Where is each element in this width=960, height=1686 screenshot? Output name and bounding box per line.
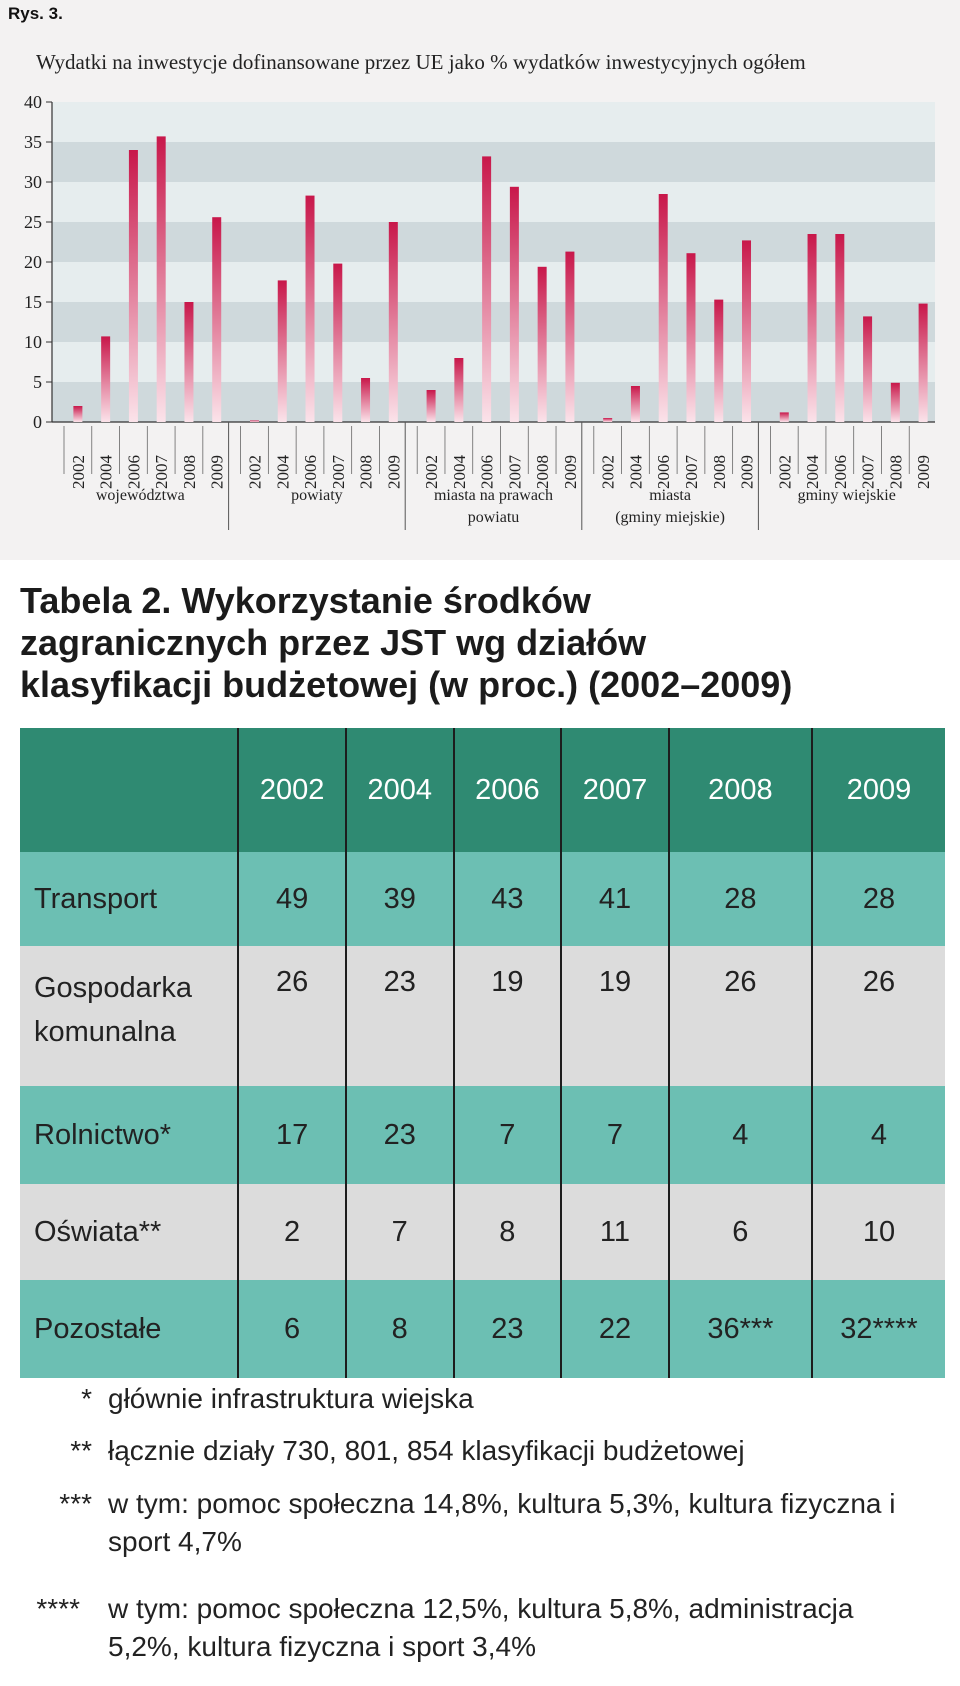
table-cell: 41: [561, 852, 669, 946]
bar: [919, 304, 928, 422]
year-label: 2008: [886, 455, 906, 489]
table-cell: 19: [454, 946, 562, 1086]
year-label: 2007: [505, 455, 525, 489]
y-tick-label: 15: [24, 292, 42, 312]
bar: [129, 150, 138, 422]
year-label: 2006: [654, 455, 674, 489]
y-tick-label: 20: [24, 252, 42, 272]
table-cell: 28: [669, 852, 812, 946]
footnote: [0, 1485, 940, 1565]
table-cell: 23: [346, 1086, 454, 1184]
header-cell: [20, 728, 238, 852]
header-cell: 2008: [669, 728, 812, 852]
year-label: 2004: [803, 455, 823, 489]
year-label: 2004: [273, 455, 293, 489]
y-tick-label: 25: [24, 212, 42, 232]
bar: [212, 217, 221, 422]
group-label: województwa: [95, 487, 185, 504]
year-label: 2006: [830, 455, 850, 489]
footnote-text: w tym: pomoc społeczna 12,5%, kultura 5,8%, administracja 5,2%, kultura fizyczna i sport 3,4%: [108, 1593, 854, 1662]
figure-rys-3: [0, 0, 960, 560]
header-cell: 2007: [561, 728, 669, 852]
table-cell: 6: [238, 1280, 346, 1378]
footnote: [0, 1432, 940, 1472]
table-cell: 19: [561, 946, 669, 1086]
grid-band: [52, 222, 935, 262]
bar: [686, 253, 695, 422]
table-cell: 49: [238, 852, 346, 946]
bar: [603, 418, 612, 422]
group-label: miasta na prawach: [433, 487, 554, 504]
bar: [306, 196, 315, 422]
bar: [454, 358, 463, 422]
data-table: [20, 728, 945, 1378]
bar: [278, 280, 287, 422]
bar: [184, 302, 193, 422]
bar: [73, 406, 82, 422]
table-cell: 11: [561, 1184, 669, 1280]
year-label: 2009: [560, 455, 580, 489]
year-label: 2009: [207, 455, 227, 489]
table-cell: 26: [669, 946, 812, 1086]
bar: [714, 300, 723, 422]
bar: [361, 378, 370, 422]
year-label: 2007: [858, 455, 878, 489]
year-label: 2008: [179, 455, 199, 489]
year-label: 2009: [384, 455, 404, 489]
group-label: powiatu: [467, 509, 520, 526]
y-tick-label: 30: [24, 172, 42, 192]
table-title-line: zagranicznych przez JST wg działów: [20, 622, 647, 663]
bar: [538, 267, 547, 422]
table-cell: 4: [669, 1086, 812, 1184]
bar: [510, 187, 519, 422]
grid-band: [52, 102, 935, 142]
bar: [250, 420, 259, 422]
table-cell: 10: [862, 1215, 896, 1248]
header-cell: 2004: [346, 728, 454, 852]
grid-band: [52, 142, 935, 182]
year-label: 2007: [152, 455, 172, 489]
table-cell: 23: [346, 946, 454, 1086]
table-cell: 7: [454, 1086, 562, 1184]
bar: [565, 252, 574, 422]
footnote: [0, 1380, 940, 1420]
footnote-text: w tym: pomoc społeczna 14,8%, kultura 5,3%, kultura fizyczna i sport 4,7%: [108, 1488, 896, 1557]
bar: [427, 390, 436, 422]
bar: [863, 316, 872, 422]
bar: [333, 264, 342, 422]
year-label: 2008: [533, 455, 553, 489]
header-cell: 2002: [238, 728, 346, 852]
table-cell: 28: [862, 882, 896, 915]
table-cell: 17: [238, 1086, 346, 1184]
bar: [835, 234, 844, 422]
year-label: 2006: [124, 455, 144, 489]
bar: [482, 156, 491, 422]
table-row: [20, 1086, 945, 1184]
footnote-text: głównie infrastruktura wiejska: [108, 1383, 474, 1414]
figure-title: Wydatki na inwestycje dofinansowane przez UE jako % wydatków inwestycyjnych ogółem: [36, 50, 806, 74]
bar: [101, 336, 110, 422]
table-cell: 22: [561, 1280, 669, 1378]
table-row: [20, 1280, 945, 1378]
table-row: [20, 946, 945, 1086]
table-title: [20, 580, 950, 706]
table-cell: 43: [454, 852, 562, 946]
year-label: 2004: [96, 455, 116, 489]
row-label: Transport: [20, 852, 238, 946]
group-label: gminy wiejskie: [797, 487, 896, 504]
table-cell: 4: [870, 1118, 888, 1151]
year-label: 2006: [301, 455, 321, 489]
year-label: 2002: [68, 455, 88, 489]
bar: [659, 194, 668, 422]
table-cell: 26: [238, 946, 346, 1086]
bar: [631, 386, 640, 422]
row-label: Gospodarka komunalna: [20, 946, 238, 1086]
table-title-line: Tabela 2. Wykorzystanie środków: [20, 580, 591, 621]
year-label: 2009: [914, 455, 934, 489]
footnote-mark: **: [70, 1435, 92, 1466]
table-title-line: klasyfikacji budżetowej (w proc.) (2002–2009): [20, 664, 793, 705]
table-cell: 6: [669, 1184, 812, 1280]
y-tick-label: 10: [24, 332, 42, 352]
year-label: 2002: [422, 455, 442, 489]
table-cell: 23: [454, 1280, 562, 1378]
row-label: Rolnictwo*: [20, 1086, 238, 1184]
table-cell: 2: [238, 1184, 346, 1280]
group-label: (gminy miejskie): [615, 509, 725, 526]
bar: [808, 234, 817, 422]
bar: [742, 240, 751, 422]
bar-chart: [0, 0, 960, 560]
year-label: 2002: [598, 455, 618, 489]
table-cell: 32****: [840, 1312, 918, 1345]
table-header-row: [20, 728, 945, 852]
year-label: 2002: [775, 455, 795, 489]
year-label: 2002: [245, 455, 265, 489]
table-row: [20, 1184, 945, 1280]
table-cell: 36***: [669, 1280, 812, 1378]
row-label: Oświata**: [20, 1184, 238, 1280]
footnote-mark: *: [81, 1383, 92, 1414]
year-label: 2007: [328, 455, 348, 489]
bar: [157, 136, 166, 422]
footnote: [0, 1590, 940, 1670]
table-cell: 39: [346, 852, 454, 946]
y-tick-label: 40: [24, 92, 42, 112]
year-label: 2007: [681, 455, 701, 489]
footnote-text: łącznie działy 730, 801, 854 klasyfikacji budżetowej: [108, 1435, 745, 1466]
grid-band: [52, 182, 935, 222]
year-label: 2006: [477, 455, 497, 489]
year-label: 2008: [356, 455, 376, 489]
year-label: 2004: [449, 455, 469, 489]
footnote-mark: ****: [36, 1593, 80, 1624]
y-tick-label: 5: [33, 372, 42, 392]
bar: [780, 412, 789, 422]
table-row: [20, 852, 945, 946]
table-cell: 26: [862, 966, 896, 998]
header-cell: 2006: [454, 728, 562, 852]
group-label: miasta: [649, 487, 691, 504]
year-label: 2004: [626, 455, 646, 489]
header-cell: 2009: [846, 773, 912, 806]
year-label: 2008: [709, 455, 729, 489]
y-tick-label: 0: [33, 412, 42, 432]
grid-band: [52, 262, 935, 302]
footnote-mark: ***: [59, 1488, 92, 1519]
row-label: Pozostałe: [20, 1280, 238, 1378]
table-cell: 7: [346, 1184, 454, 1280]
figure-label: Rys. 3.: [8, 4, 63, 23]
table-cell: 8: [346, 1280, 454, 1378]
table-cell: 7: [561, 1086, 669, 1184]
table-cell: 8: [454, 1184, 562, 1280]
bar: [389, 222, 398, 422]
group-label: powiaty: [291, 487, 343, 504]
y-tick-label: 35: [24, 132, 42, 152]
bar: [891, 383, 900, 422]
year-label: 2009: [737, 455, 757, 489]
